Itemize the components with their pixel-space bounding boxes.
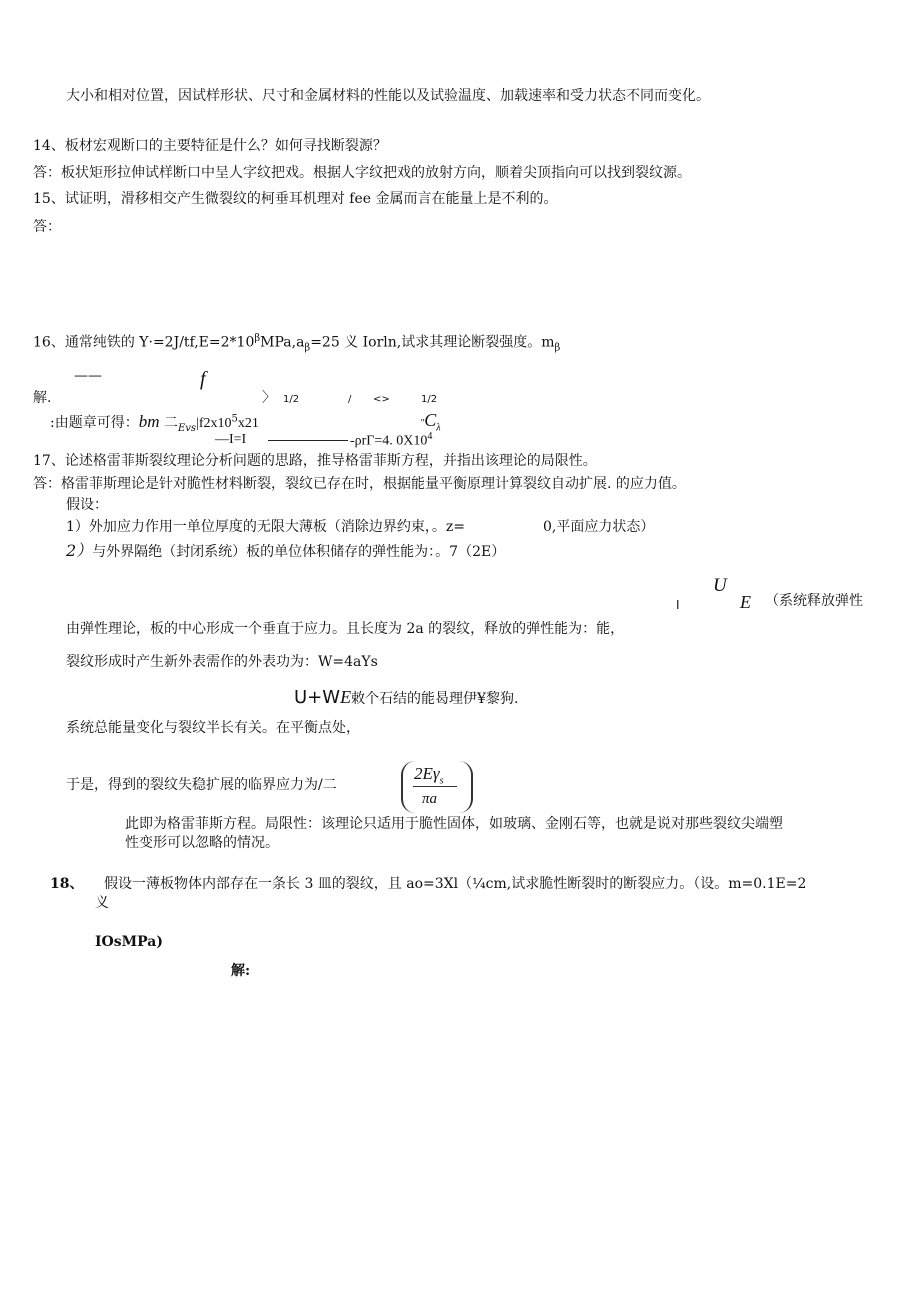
q16-sol-arrows: <> <box>373 394 390 405</box>
q17-surface-work: 裂纹形成时产生新外表需作的外表功为：W=4aYs <box>66 654 378 670</box>
q16-sol-label: 解. <box>33 390 52 406</box>
q16-sol-c: "$C_\lambda$ <box>420 410 441 434</box>
q18-question-tail: 义 <box>95 895 109 911</box>
q16-sol-half1: 1/2 <box>283 394 300 405</box>
q14-answer: 答：板状矩形拉伸试样断口中呈人字纹把戏。根据人字纹把戏的放射方向，顺着尖顶指向可以找到裂纹源。 <box>33 165 691 181</box>
q16-sol-given: :由题章可得：bm 二$_{Evs}|f2x10^5x21$ <box>50 412 259 434</box>
q14-question: 14、板材宏观断口的主要特征是什么？如何寻找断裂源？ <box>33 138 387 154</box>
q16-question: 16、通常纯铁的 $Y\cdot=2J/tf,E=2*10^\beta MPa,a_\beta=25$ 义 Iorln,试求其理论断裂强度。$m_\beta$ <box>33 333 561 354</box>
q16-sol-line3a: —I=I <box>215 432 247 447</box>
q16-sol-half2: 1/2 <box>421 394 438 405</box>
q17-elastic: 由弹性理论，板的中心形成一个垂直于应力。且长度为 2a 的裂纹，释放的弹性能为：能， <box>66 621 625 637</box>
intro-text: 大小和相对位置，因试样形状、尺寸和金属材料的性能以及试验温度、加载速率和受力状态不同而变化。 <box>66 88 710 104</box>
q18-question: 假设一薄板物体内部存在一条长 3 皿的裂纹，且 ao=3Xl（¼cm,试求脆性断裂时的断裂应力。（设。m=0.1E=2 <box>104 876 807 892</box>
q18-solution: 解: <box>231 963 251 979</box>
q17-critical: 于是，得到的裂纹失稳扩展的临界应力为/二 <box>66 777 337 793</box>
q18-units: IOsMPa) <box>95 934 163 950</box>
q17-answer: 答：格雷菲斯理论是针对脆性材料断裂，裂纹已存在时，根据能量平衡原理计算裂纹自动扩展. 的应力值。 <box>33 476 686 492</box>
q16-sol-f: f <box>200 368 206 390</box>
q17-assume1b: 0,平面应力状态） <box>543 519 655 535</box>
q18-number: 18、 <box>50 876 84 892</box>
q17-i-symbol: I <box>676 598 680 612</box>
q17-assume1a: 1）外加应力作用一单位厚度的无限大薄板（消除边界约束，。z= <box>66 519 466 535</box>
griffith-frac-line <box>413 786 457 787</box>
q17-griffith: 此即为格雷菲斯方程。局限性：该理论只适用于脆性固体，如玻璃、金刚石等，也就是说对那些裂纹尖端塑 <box>125 816 783 832</box>
q16-sol-gt: 〉 <box>262 390 276 406</box>
q16-sol-line3b: -ρrΓ=4. $0X10^4$ <box>350 431 433 449</box>
q16-sol-dash-line <box>268 440 348 441</box>
q17-e-symbol: E <box>740 592 751 612</box>
griffith-frac-den: πa <box>422 791 438 807</box>
q16-sol-slash: / <box>348 394 352 405</box>
q17-question: 17、论述格雷菲斯裂纹理论分析问题的思路，推导格雷菲斯方程，并指出该理论的局限性。 <box>33 453 597 469</box>
q15-answer: 答： <box>33 219 61 235</box>
q17-u-symbol: U <box>713 575 727 596</box>
q17-assume2: 2）与外界隔绝（封闭系统）板的单位体积储存的弹性能为：。7（2E） <box>66 541 506 560</box>
griffith-frac-num: $2E\gamma_s$ <box>414 764 444 787</box>
q17-release-text: （系统释放弹性 <box>765 593 863 609</box>
q15-question: 15、试证明，滑移相交产生微裂纹的柯垂耳机理对 fee 金属而言在能量上是不利的。 <box>33 191 558 207</box>
q17-griffith2: 性变形可以忽略的情况。 <box>125 835 279 851</box>
q16-sol-dash: —— <box>74 368 102 384</box>
q17-assume: 假设： <box>66 497 108 513</box>
q17-total-energy: U+WE敕个石结的能曷理伊¥黎狗. <box>294 687 519 708</box>
q17-total-change: 系统总能量变化与裂纹半长有关。在平衡点处， <box>66 720 360 736</box>
